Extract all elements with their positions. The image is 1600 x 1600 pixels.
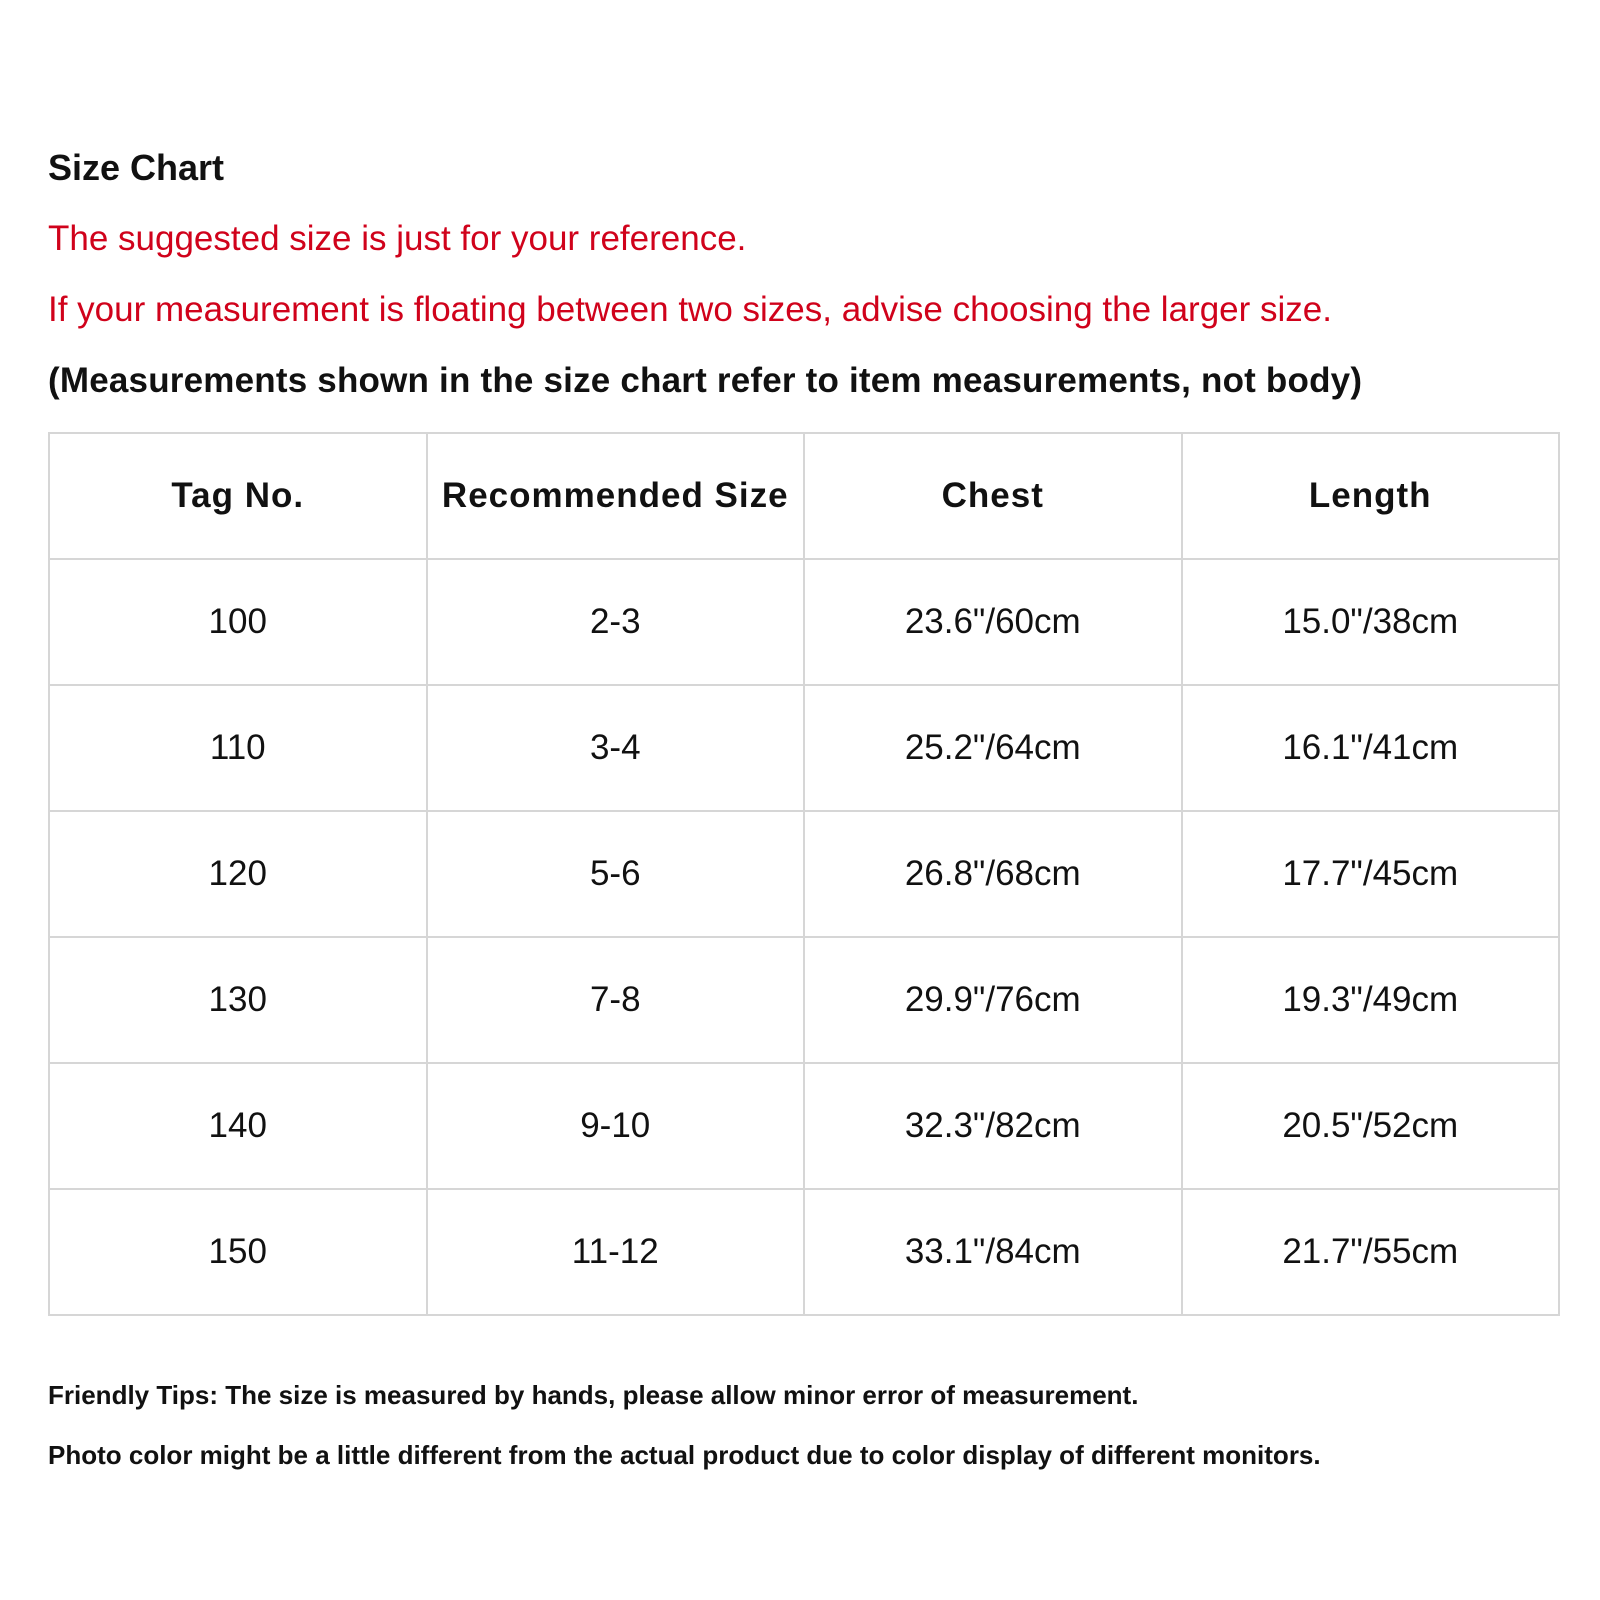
column-header-tag-no: Tag No. (49, 433, 427, 559)
cell-length: 20.5"/52cm (1182, 1063, 1560, 1189)
cell-length: 16.1"/41cm (1182, 685, 1560, 811)
table-row (49, 685, 1559, 811)
cell-tag-no: 110 (49, 685, 427, 811)
table-row (49, 559, 1559, 685)
cell-recommended-size: 5-6 (427, 811, 805, 937)
column-header-length: Length (1182, 433, 1560, 559)
cell-tag-no: 120 (49, 811, 427, 937)
cell-recommended-size: 7-8 (427, 937, 805, 1063)
size-reference-note: The suggested size is just for your reference. (48, 219, 747, 258)
column-header-chest: Chest (804, 433, 1182, 559)
cell-tag-no: 130 (49, 937, 427, 1063)
cell-chest: 25.2"/64cm (804, 685, 1182, 811)
cell-recommended-size: 3-4 (427, 685, 805, 811)
size-chart-table (48, 432, 1560, 1316)
cell-chest: 23.6"/60cm (804, 559, 1182, 685)
cell-chest: 26.8"/68cm (804, 811, 1182, 937)
table-row (49, 811, 1559, 937)
cell-length: 17.7"/45cm (1182, 811, 1560, 937)
larger-size-advice: If your measurement is floating between two sizes, advise choosing the larger size. (48, 290, 1332, 329)
cell-length: 19.3"/49cm (1182, 937, 1560, 1063)
cell-recommended-size: 9-10 (427, 1063, 805, 1189)
cell-length: 21.7"/55cm (1182, 1189, 1560, 1315)
cell-recommended-size: 2-3 (427, 559, 805, 685)
cell-tag-no: 150 (49, 1189, 427, 1315)
friendly-tip-photo-color: Photo color might be a little different from the actual product due to color display of different monitors. (48, 1440, 1321, 1470)
table-row (49, 1063, 1559, 1189)
cell-recommended-size: 11-12 (427, 1189, 805, 1315)
measurement-disclaimer: (Measurements shown in the size chart refer to item measurements, not body) (48, 361, 1363, 400)
cell-tag-no: 140 (49, 1063, 427, 1189)
cell-length: 15.0"/38cm (1182, 559, 1560, 685)
friendly-tip-measurement: Friendly Tips: The size is measured by hands, please allow minor error of measurement. (48, 1380, 1139, 1410)
column-header-recommended-size: Recommended Size (427, 433, 805, 559)
cell-chest: 32.3"/82cm (804, 1063, 1182, 1189)
page-title: Size Chart (48, 147, 225, 188)
cell-chest: 29.9"/76cm (804, 937, 1182, 1063)
table-row (49, 1189, 1559, 1315)
table-header-row (49, 433, 1559, 559)
cell-tag-no: 100 (49, 559, 427, 685)
table-row (49, 937, 1559, 1063)
cell-chest: 33.1"/84cm (804, 1189, 1182, 1315)
